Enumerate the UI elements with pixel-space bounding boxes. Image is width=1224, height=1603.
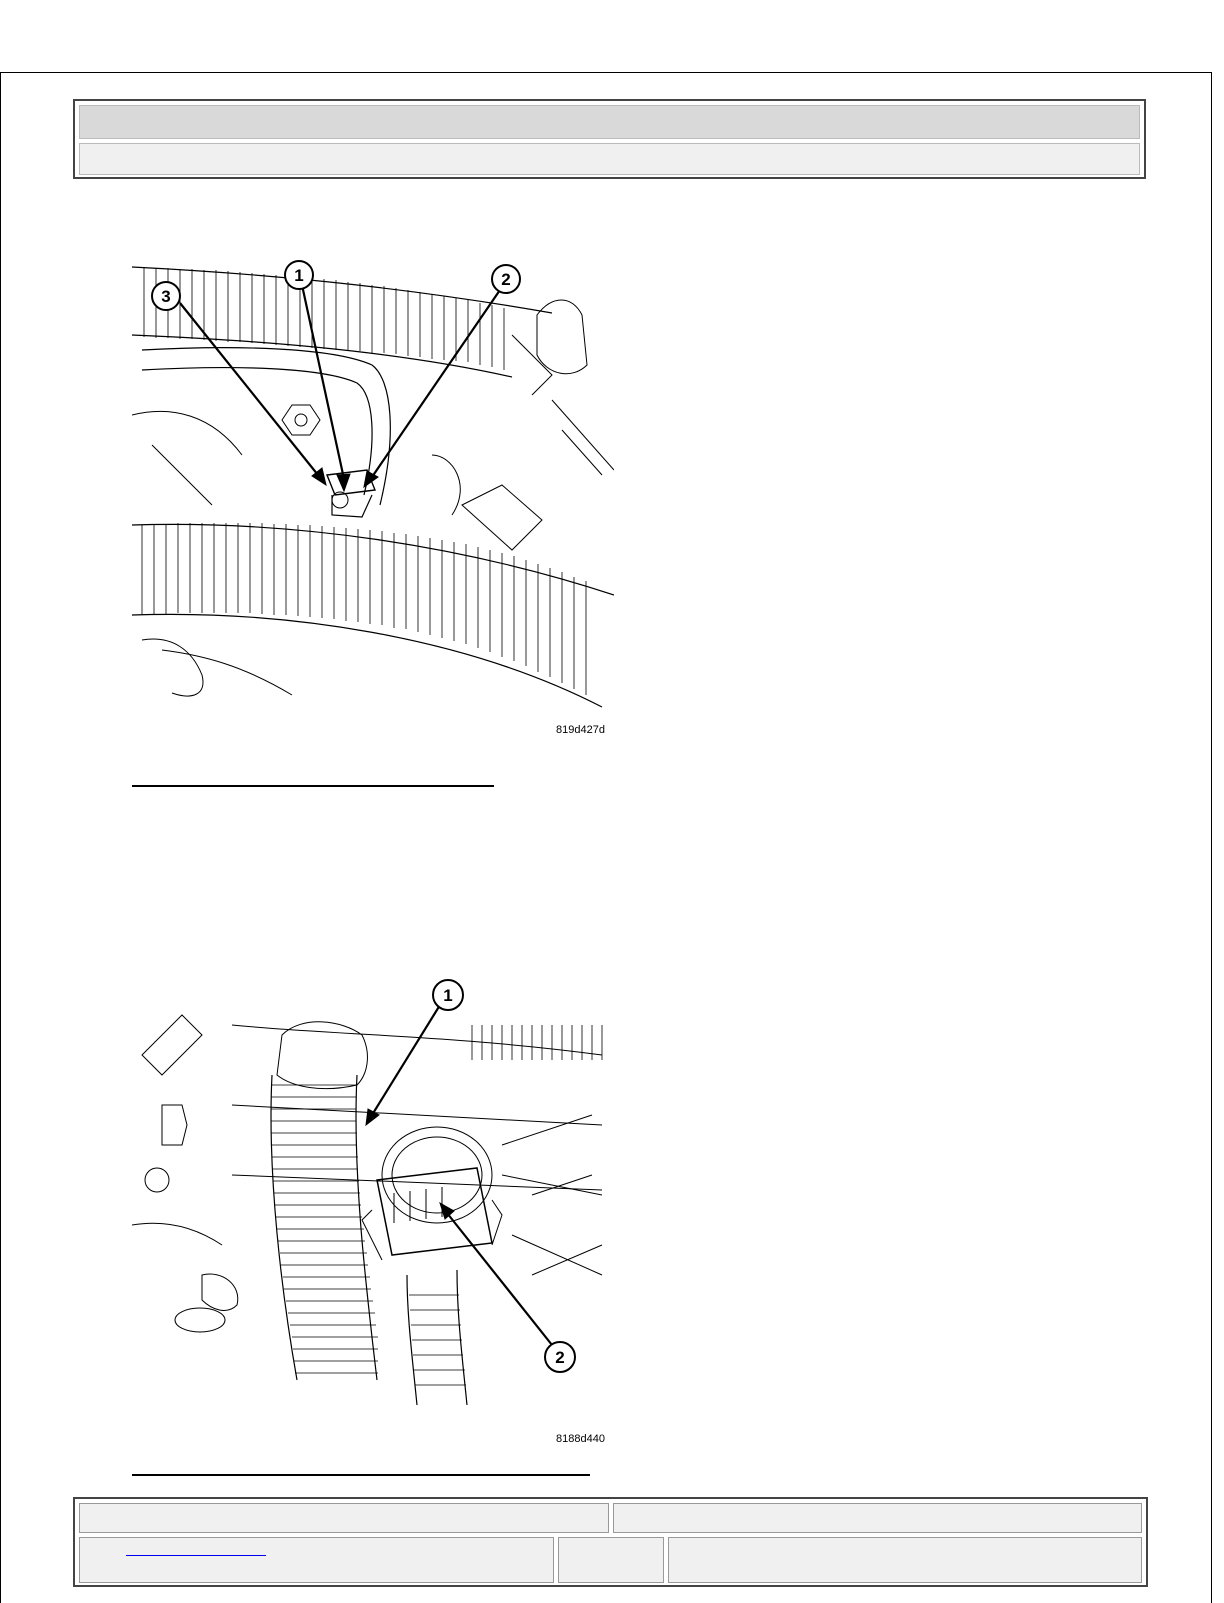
header-title [79,105,1140,139]
document-header [73,99,1146,179]
footer-cell-right [668,1537,1142,1583]
figure-2-illustration [132,975,614,1450]
figure-1-callout-2: 2 [501,270,511,289]
header-subtitle [79,143,1140,175]
footer-cell-page [558,1537,664,1583]
footer-cell-link [79,1537,554,1583]
figure-1-callout-1: 1 [294,266,304,285]
section-rule-1 [132,785,494,787]
figure-2-callout-2: 2 [555,1348,565,1367]
figure-1-callout-3: 3 [161,287,171,306]
figure-2-code: 8188d440 [556,1433,605,1445]
figure-1-code: 819d427d [556,724,605,736]
footer-link[interactable] [126,1555,266,1556]
section-rule-2 [132,1474,590,1476]
figure-1-illustration [132,255,614,740]
footer-cell-right-top [613,1503,1142,1533]
footer-cell-left-top [79,1503,609,1533]
document-footer [73,1497,1148,1587]
figure-2-callout-1: 1 [443,986,453,1005]
